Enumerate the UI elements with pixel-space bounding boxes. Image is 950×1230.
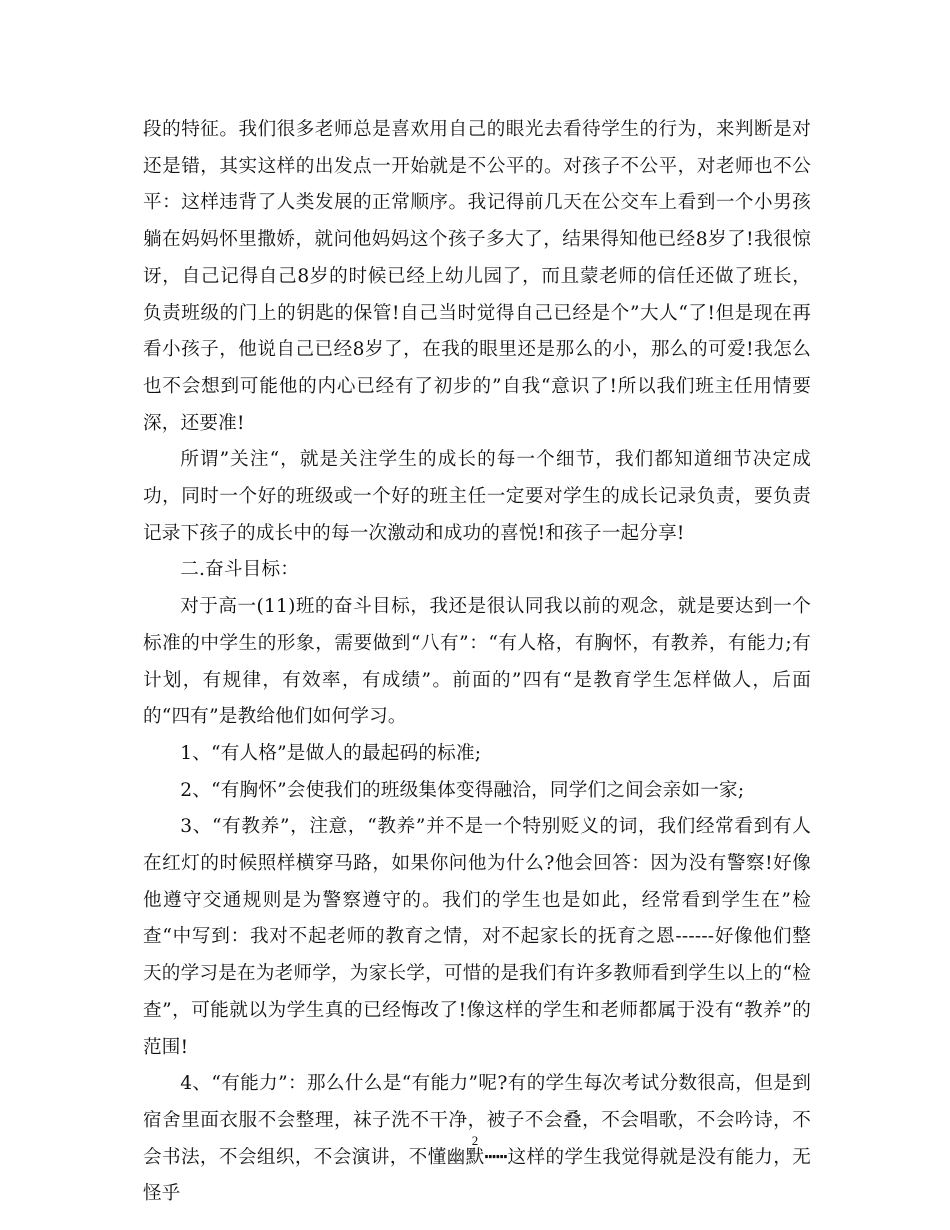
- paragraph-attention: 所谓”关注“，就是关注学生的成长的每一个细节，我们都知道细节决定成功，同时一个好的班级或一个好的班主任一定要对学生的成长记录负责，要负责记录下孩子的成长中的每一次激动和成功的喜悦!和孩子一起分享!: [143, 449, 811, 544]
- body-text: [143, 112, 811, 1213]
- section-heading-goals: 二.奋斗目标：: [180, 559, 300, 581]
- paragraph-continuation: 段的特征。我们很多老师总是喜欢用自己的眼光去看待学生的行为，来判断是对还是错，其实这样的出发点一开始就是不公平的。对孩子不公平，对老师也不公平：这样违背了人类发展的正常顺序。我记得前几天在公交车上看到一个小男孩躺在妈妈怀里撒娇，就问他妈妈这个孩子多大了，结果得知他已经8岁了!我很惊讶，自己记得自己8岁的时候已经上幼儿园了，而且蒙老师的信任还做了班长，负责班级的门上的钥匙的保管!自己当时觉得自己已经是个”大人“了!但是现在再看小孩子，他说自己已经8岁了，在我的眼里还是那么的小，那么的可爱!我怎么也不会想到可能他的内心已经有了初步的”自我“意识了!所以我们班主任用情要深，还要准!: [143, 119, 811, 434]
- list-item-mind: 2、“有胸怀”会使我们的班级集体变得融洽，同学们之间会亲如一家;: [180, 779, 745, 801]
- page-number: 2: [471, 1133, 479, 1148]
- list-item-ability: 4、“有能力”：那么什么是“有能力”呢?有的学生每次考试分数很高，但是到宿舍里面衣服不会整理，袜子洗不干净，被子不会叠，不会唱歌，不会吟诗，不会书法，不会组织，不会演讲，不懂幽默┅┅这样的学生我觉得就是没有能力，无怪乎: [143, 1073, 811, 1205]
- paragraph-goals: 对于高一(11)班的奋斗目标，我还是很认同我以前的观念，就是要达到一个标准的中学生的形象，需要做到“八有”：“有人格，有胸怀，有教养，有能力;有计划，有规律，有效率，有成绩”。前面的”四有“是教育学生怎样做人，后面的“四有”是教给他们如何学习。: [143, 596, 811, 728]
- list-item-personality: 1、“有人格”是做人的最起码的标准;: [180, 742, 482, 764]
- list-item-manners: 3、“有教养”，注意，“教养”并不是一个特别贬义的词，我们经常看到有人在红灯的时候照样横穿马路，如果你问他为什么?他会回答：因为没有警察!好像他遵守交通规则是为警察遵守的。我们的学生也是如此，经常看到学生在”检查“中写到：我对不起老师的教育之情，对不起家长的抚育之恩------好像他们整天的学习是在为老师学，为家长学，可惜的是我们有许多教师看到学生以上的“检查”，可能就以为学生真的已经悔改了!像这样的学生和老师都属于没有“教养”的范围!: [143, 816, 811, 1058]
